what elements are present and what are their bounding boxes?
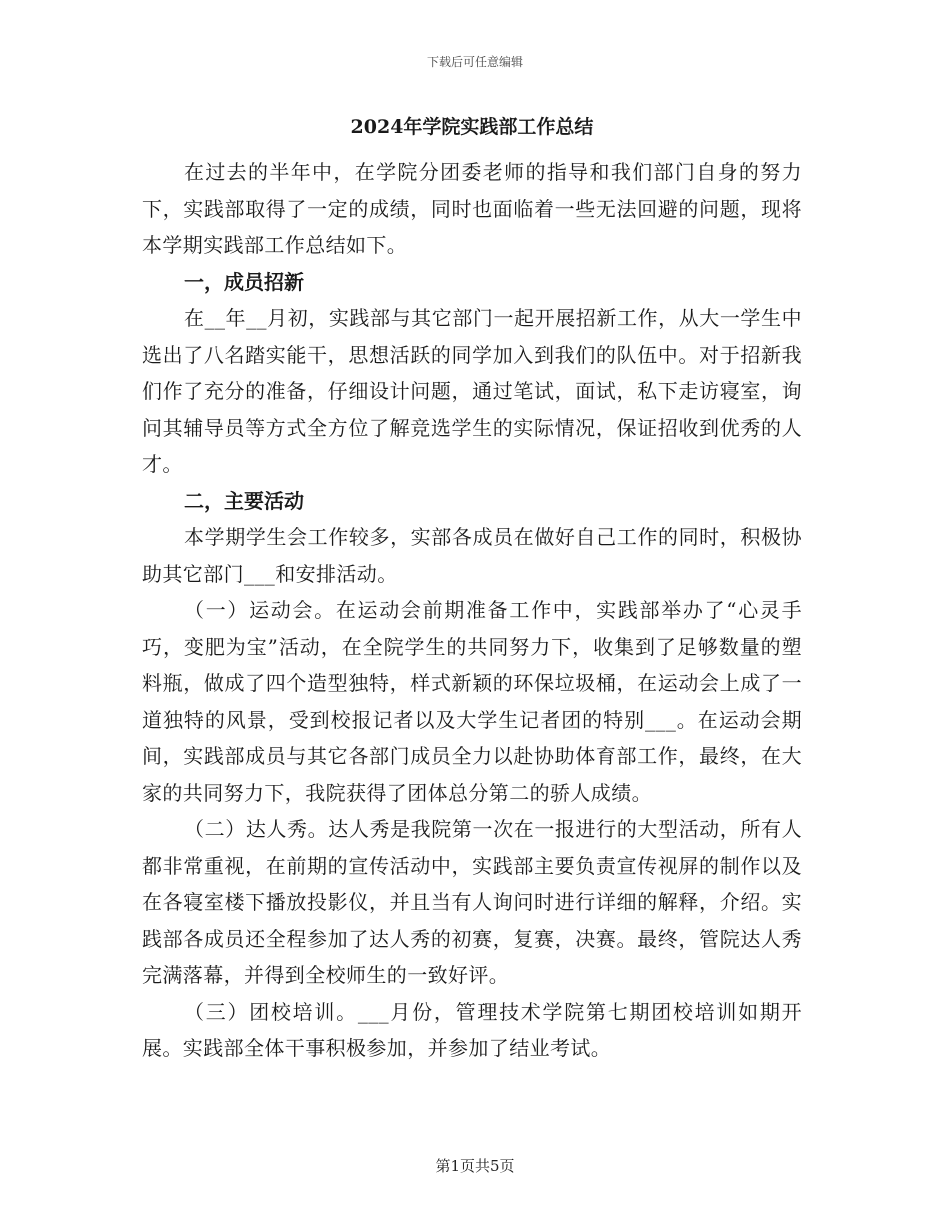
- section-heading-activities: 二，主要活动: [184, 488, 304, 513]
- activity-talent-show-paragraph: （二）达人秀。达人秀是我院第一次在一报进行的大型活动，所有人都非常重视，在前期的宣传活动中，实践部主要负责宣传视屏的制作以及在各寝室楼下播放投影仪，并且当有人询问时进行详细的解释，介绍。实践部各成员还全程参加了达人秀的初赛，复赛，决赛。最终，管院达人秀完满落幕，并得到全校师生的一致好评。: [142, 817, 802, 987]
- intro-paragraph: 在过去的半年中，在学院分团委老师的指导和我们部门自身的努力下，实践部取得了一定的成绩，同时也面临着一些无法回避的问题，现将本学期实践部工作总结如下。: [142, 160, 802, 257]
- document-body: [142, 110, 802, 1067]
- section-heading-recruitment: 一，成员招新: [184, 269, 304, 294]
- page-footer: 第1页共5页: [435, 1157, 515, 1175]
- header-note: 下载后可任意编辑: [426, 55, 523, 69]
- activity-league-school-paragraph: （三）团校培训。___月份，管理技术学院第七期团校培训如期开展。实践部全体干事积极参加，并参加了结业考试。: [142, 999, 802, 1060]
- activities-intro-paragraph: 本学期学生会工作较多，实部各成员在做好自己工作的同时，积极协助其它部门___和安排活动。: [142, 525, 802, 586]
- recruitment-paragraph: 在__年__月初，实践部与其它部门一起开展招新工作，从大一学生中选出了八名踏实能干，思想活跃的同学加入到我们的队伍中。对于招新我们作了充分的准备，仔细设计问题，通过笔试，面试，私下走访寝室，询问其辅导员等方式全方位了解竞选学生的实际情况，保证招收到优秀的人才。: [142, 306, 802, 476]
- activity-sports-meet-paragraph: （一）运动会。在运动会前期准备工作中，实践部举办了“心灵手巧，变肥为宝”活动，在全院学生的共同努力下，收集到了足够数量的塑料瓶，做成了四个造型独特，样式新颖的环保垃圾桶，在运动会上成了一道独特的风景，受到校报记者以及大学生记者团的特别___。在运动会期间，实践部成员与其它各部门成员全力以赴协助体育部工作，最终，在大家的共同努力下，我院获得了团体总分第二的骄人成绩。: [142, 598, 802, 805]
- document-title: 2024年学院实践部工作总结: [350, 116, 594, 138]
